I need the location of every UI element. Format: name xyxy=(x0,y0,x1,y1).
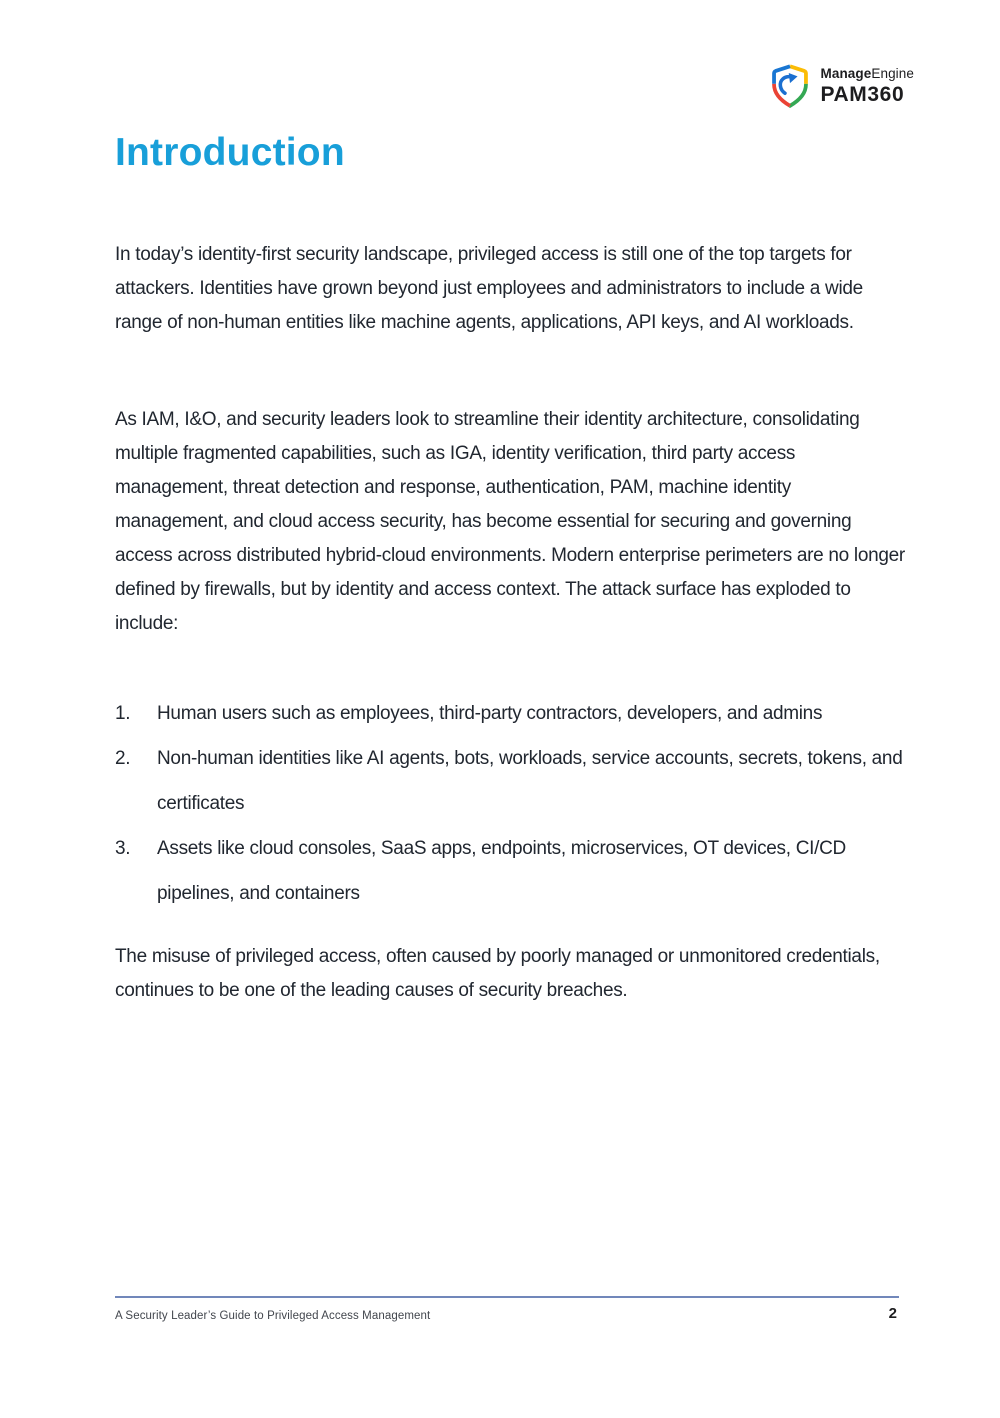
list-item-number: 1. xyxy=(115,703,131,724)
logo-wordmark xyxy=(820,67,914,105)
manageengine-pam360-logo xyxy=(769,64,914,109)
brand-bold-part: Manage xyxy=(820,66,872,82)
manageengine-wordmark xyxy=(820,67,914,81)
list-item-text: Assets like cloud consoles, SaaS apps, endpoints, microservices, OT devices, CI/CD pipelines, and containers xyxy=(157,838,846,904)
page-number: 2 xyxy=(888,1305,897,1322)
page-title: Introduction xyxy=(115,131,345,174)
closing-paragraph: The misuse of privileged access, often caused by poorly managed or unmonitored credentials, continues to be one of the leading causes of security breaches. xyxy=(115,946,880,1001)
list-item xyxy=(115,691,905,736)
list-item-text: Non-human identities like AI agents, bots, workloads, service accounts, secrets, tokens, and certificates xyxy=(157,748,903,814)
intro-paragraph-1: In today’s identity-first security landscape, privileged access is still one of the top targets for attackers. Identities have grown beyond just employees and administrators to include a wide range of non-human entities like machine agents, applications, API keys, and AI workloads. xyxy=(115,244,863,333)
list-item xyxy=(115,736,905,826)
attack-surface-list xyxy=(115,691,905,916)
pam360-shield-arrow-icon xyxy=(769,64,811,109)
footer-divider xyxy=(115,1296,899,1298)
intro-paragraph-2: As IAM, I&O, and security leaders look to streamline their identity architecture, consolidating multiple fragmented capabilities, such as IGA, identity verification, third party access management, threat detection and response, authentication, PAM, machine identity management, and cloud access security, has become essential for securing and governing access across distributed hybrid-cloud environments. Modern enterprise perimeters are no longer defined by firewalls, but by identity and access context. The attack surface has exploded to include: xyxy=(115,409,905,634)
list-item-number: 2. xyxy=(115,748,131,769)
brand-light-part: Engine xyxy=(871,66,914,82)
product-name: PAM360 xyxy=(820,82,905,106)
footer-doc-title: A Security Leader’s Guide to Privileged Access Management xyxy=(115,1310,431,1322)
list-item-number: 3. xyxy=(115,838,131,859)
list-item-text: Human users such as employees, third-party contractors, developers, and admins xyxy=(157,703,823,724)
list-item xyxy=(115,826,905,916)
